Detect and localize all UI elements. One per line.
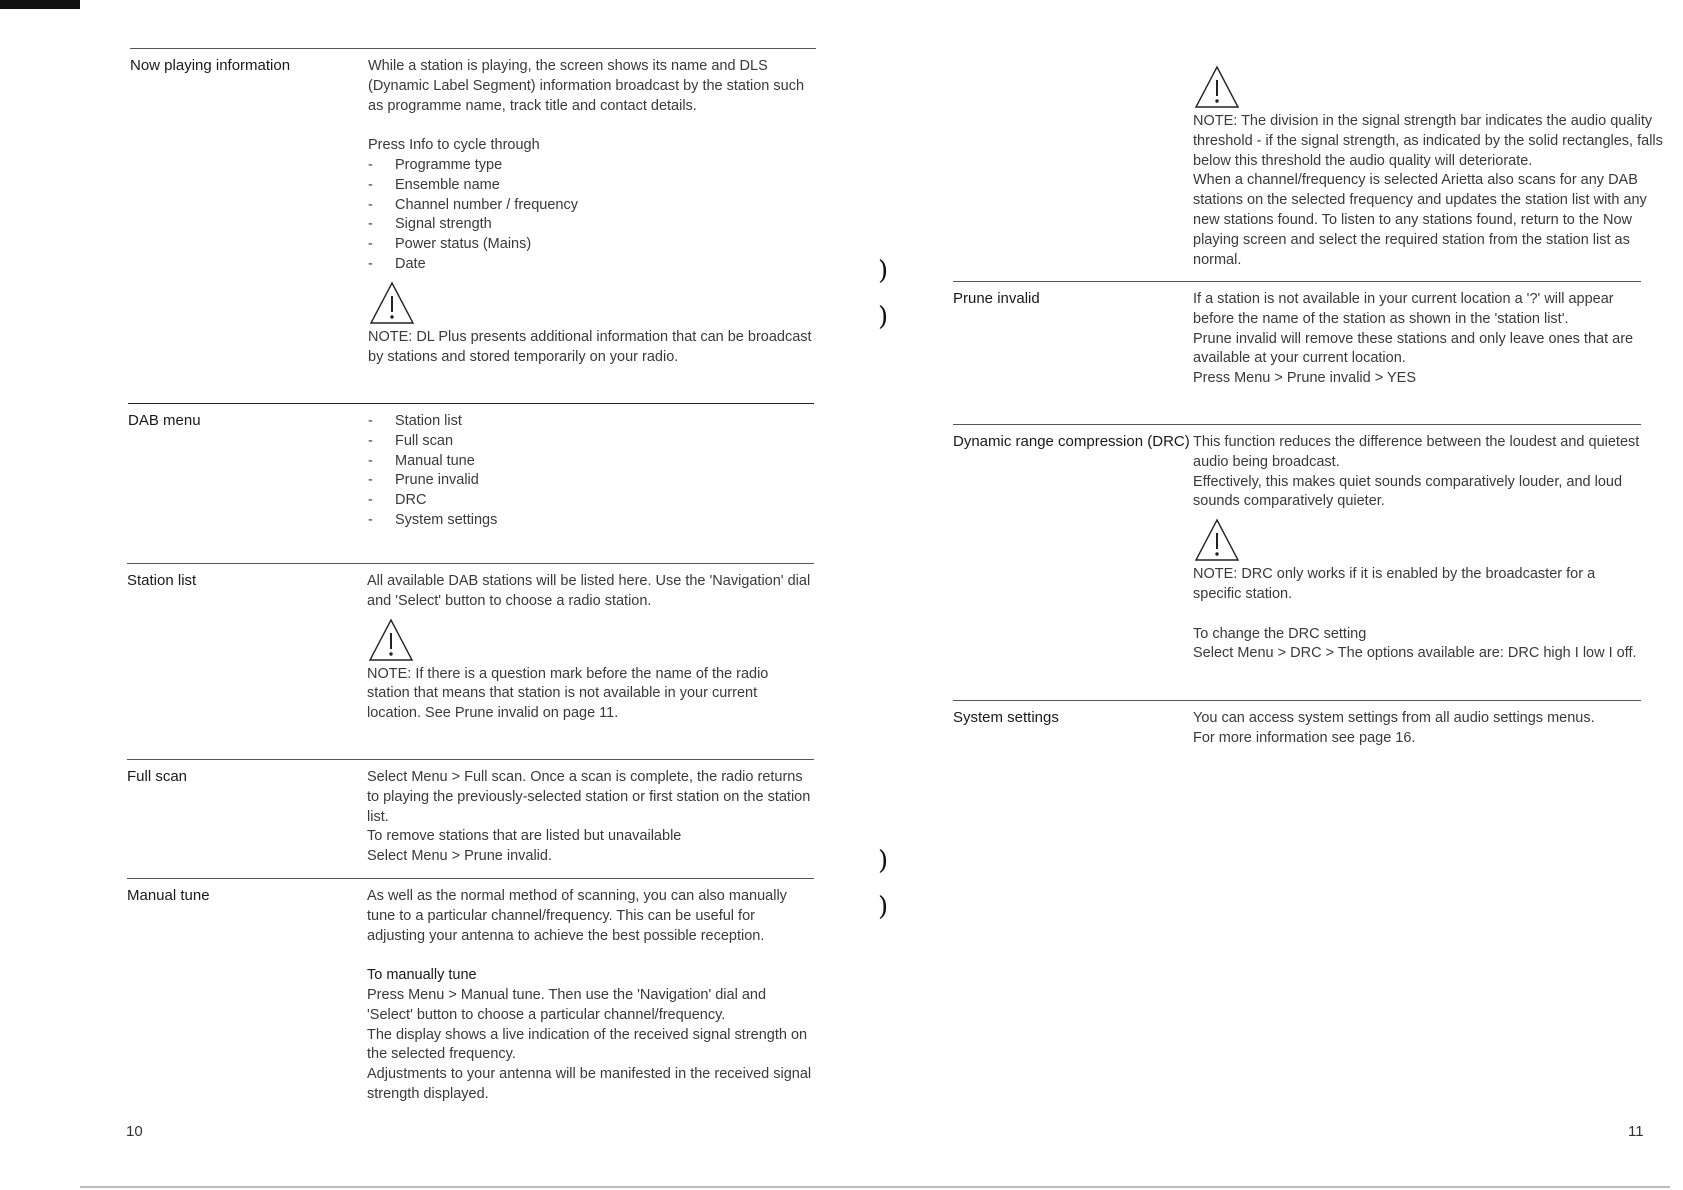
list-item: - Prune invalid	[368, 471, 813, 491]
section-label: Now playing information	[130, 57, 291, 74]
section-system-settings	[953, 700, 1641, 781]
paragraph: Select Menu > DRC > The options available are: DRC high I low I off.	[1193, 645, 1637, 662]
list-item: - Manual tune	[368, 452, 813, 472]
section-body	[1193, 709, 1641, 749]
paragraph: To remove stations that are listed but unavailable	[367, 828, 682, 845]
info-cycle-list	[368, 156, 813, 275]
paragraph: You can access system settings from all audio settings menus.	[1193, 710, 1595, 726]
paragraph: For more information see page 16.	[1193, 729, 1416, 746]
paragraph: All available DAB stations will be listed here. Use the 'Navigation' dial and 'Select' button to choose a radio station.	[367, 573, 811, 609]
paragraph: Press Info to cycle through	[368, 137, 540, 154]
paragraph: Adjustments to your antenna will be manifested in the received signal strength displayed.	[367, 1066, 812, 1102]
bottom-edge-rule	[80, 1186, 1670, 1188]
binding-mark: )	[878, 846, 889, 876]
section-body	[1193, 433, 1641, 664]
section-label: Dynamic range compression (DRC)	[953, 433, 1190, 450]
section-body	[368, 412, 813, 531]
note-text: NOTE: DL Plus presents additional information that can be broadcast by stations and stored temporarily on your radio.	[368, 328, 812, 365]
section-full-scan	[127, 759, 814, 865]
section-label: Prune invalid	[953, 290, 1040, 307]
list-item: - Channel number / frequency	[368, 196, 813, 216]
list-item: - Full scan	[368, 432, 813, 452]
paragraph: As well as the normal method of scanning, you can also manually tune to a particular channel/frequency. This can be useful for adjusting your antenna to achieve the best possible reception.	[367, 888, 787, 944]
section-body	[367, 572, 814, 724]
section-label: Station list	[127, 572, 197, 589]
section-label: Full scan	[127, 768, 188, 785]
section-label: Manual tune	[127, 887, 210, 904]
list-item: - DRC	[368, 491, 813, 511]
section-prune-invalid	[953, 281, 1641, 402]
warning-triangle-icon	[368, 280, 416, 326]
section-label: DAB menu	[128, 412, 201, 429]
list-item: - Signal strength	[368, 215, 813, 235]
paragraph: When a channel/frequency is selected Arietta also scans for any DAB stations on the selected frequency and updates the station list with any new stations found. To listen to any stations found, return to the Now playing screen and select the required station from the station list as normal.	[1193, 172, 1647, 268]
note-text: NOTE: The division in the signal strength bar indicates the audio quality threshold - if the signal strength, as indicated by the solid rectangles, falls below this threshold the audio quality will deteriorate.	[1193, 113, 1663, 169]
paragraph: The display shows a live indication of the received signal strength on the selected frequency.	[367, 1026, 808, 1063]
paragraph: If a station is not available in your current location a '?' will appear before the name of the station as shown in the 'station list'.	[1193, 291, 1614, 327]
paragraph: Select Menu > Prune invalid.	[367, 848, 552, 865]
list-item: - Station list	[368, 412, 813, 432]
paragraph: Press Menu > Manual tune. Then use the 'Navigation' dial and 'Select' button to choose a particular channel/frequency.	[367, 986, 767, 1023]
section-body	[1193, 290, 1641, 389]
subheading: To manually tune	[367, 967, 477, 984]
note-text: NOTE: DRC only works if it is enabled by the broadcaster for a specific station.	[1193, 566, 1596, 602]
paragraph: To change the DRC setting	[1193, 625, 1367, 642]
binding-mark: )	[878, 892, 889, 922]
section-label: System settings	[953, 709, 1059, 726]
paragraph: Effectively, this makes quiet sounds comparatively louder, and loud sounds comparatively quieter.	[1193, 473, 1623, 510]
section-continued-note	[1193, 64, 1673, 270]
page-number: 11	[1628, 1123, 1644, 1140]
page-number: 10	[126, 1123, 143, 1140]
list-item: - Power status (Mains)	[368, 235, 813, 255]
paragraph: While a station is playing, the screen shows its name and DLS (Dynamic Label Segment) information broadcast by the station such as programme name, track title and contact details.	[368, 58, 805, 114]
list-item: - Programme type	[368, 156, 813, 176]
warning-triangle-icon	[1193, 517, 1241, 563]
paragraph: Select Menu > Full scan. Once a scan is complete, the radio returns to playing the previously-selected station or first station on the station list.	[367, 769, 811, 825]
paragraph: This function reduces the difference between the loudest and quietest audio being broadcast.	[1193, 434, 1640, 470]
note-text: NOTE: If there is a question mark before the name of the radio station that means that station is not available in your current location. See Prune invalid on page 11.	[367, 665, 769, 722]
list-item: - Ensemble name	[368, 176, 813, 196]
list-item: - Date	[368, 255, 813, 275]
section-body	[367, 768, 814, 867]
warning-triangle-icon	[1193, 64, 1241, 110]
list-item: - System settings	[368, 511, 813, 531]
paragraph: Press Menu > Prune invalid > YES	[1193, 370, 1416, 387]
paragraph: Prune invalid will remove these stations and only leave ones that are available at your current location.	[1193, 330, 1634, 367]
warning-triangle-icon	[367, 617, 415, 663]
binding-mark: )	[878, 302, 889, 332]
dab-menu-list	[368, 412, 813, 531]
section-body	[367, 887, 814, 1105]
section-now-playing	[130, 48, 816, 369]
section-drc	[953, 424, 1641, 665]
section-dab-menu	[128, 403, 814, 544]
corner-mark	[0, 0, 80, 9]
section-station-list	[127, 563, 814, 734]
section-body	[368, 57, 813, 367]
section-manual-tune	[127, 878, 814, 1119]
binding-mark: )	[878, 256, 889, 286]
